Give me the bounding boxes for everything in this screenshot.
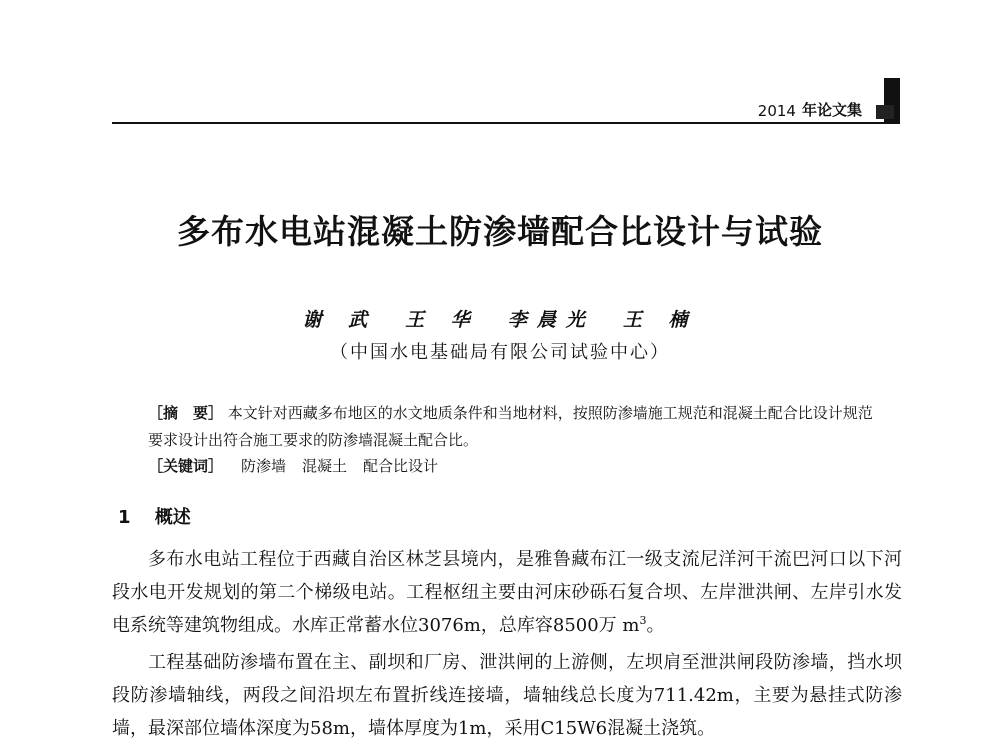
keyword: 防渗墙 — [241, 457, 287, 475]
author: 谢 武 — [302, 309, 378, 331]
paper-title: 多布水电站混凝土防渗墙配合比设计与试验 — [177, 212, 823, 251]
keywords-label: ［关键词］ — [148, 457, 224, 475]
section-heading — [118, 503, 191, 529]
abstract — [148, 400, 878, 454]
running-header — [112, 98, 900, 120]
author-list — [0, 305, 1000, 332]
abstract-label: ［摘 要］ — [148, 404, 224, 422]
superscript: 3 — [639, 614, 647, 627]
paragraph-1-text: 多布水电站工程位于西藏自治区林芝县境内，是雅鲁藏布江一级支流尼洋河干流巴河口以下河段水电开发规划的第二个梯级电站。工程枢纽主要由河床砂砾石复合坝、左岸泄洪闸、左岸引水发电系统等建筑物组成。水库正常蓄水位3076m，总库容8500万 m — [112, 549, 902, 636]
affiliation: （中国水电基础局有限公司试验中心） — [330, 342, 670, 363]
author: 王 华 — [405, 309, 480, 331]
paragraph-2: 工程基础防渗墙布置在主、副坝和厂房、泄洪闸的上游侧，左坝肩至泄洪闸段防渗墙，挡水坝段防渗墙轴线，两段之间沿坝左布置折线连接墙，墙轴线总长度为711.42m，主要为悬挂式防渗墙，最深部位墙体深度为58m，墙体厚度为1m，采用C15W6混凝土浇筑。 — [112, 652, 902, 739]
paragraph-1 — [112, 543, 902, 642]
section-number: 1 — [118, 507, 131, 528]
header-year: 2014 — [757, 102, 796, 120]
header-rule — [112, 122, 900, 124]
header-title: 年论文集 — [801, 101, 862, 119]
author: 李晨光 — [507, 309, 595, 331]
header-logo-mark — [876, 105, 894, 119]
keyword: 混凝土 — [302, 457, 348, 475]
paragraph-1-end: 。 — [646, 615, 665, 636]
author: 王 楠 — [622, 309, 698, 331]
abstract-text: 本文针对西藏多布地区的水文地质条件和当地材料，按照防渗墙施工规范和混凝土配合比设计规范要求设计出符合施工要求的防渗墙混凝土配合比。 — [148, 404, 873, 449]
section-title: 概述 — [154, 507, 191, 528]
keyword: 配合比设计 — [363, 457, 439, 475]
keywords — [148, 455, 878, 476]
